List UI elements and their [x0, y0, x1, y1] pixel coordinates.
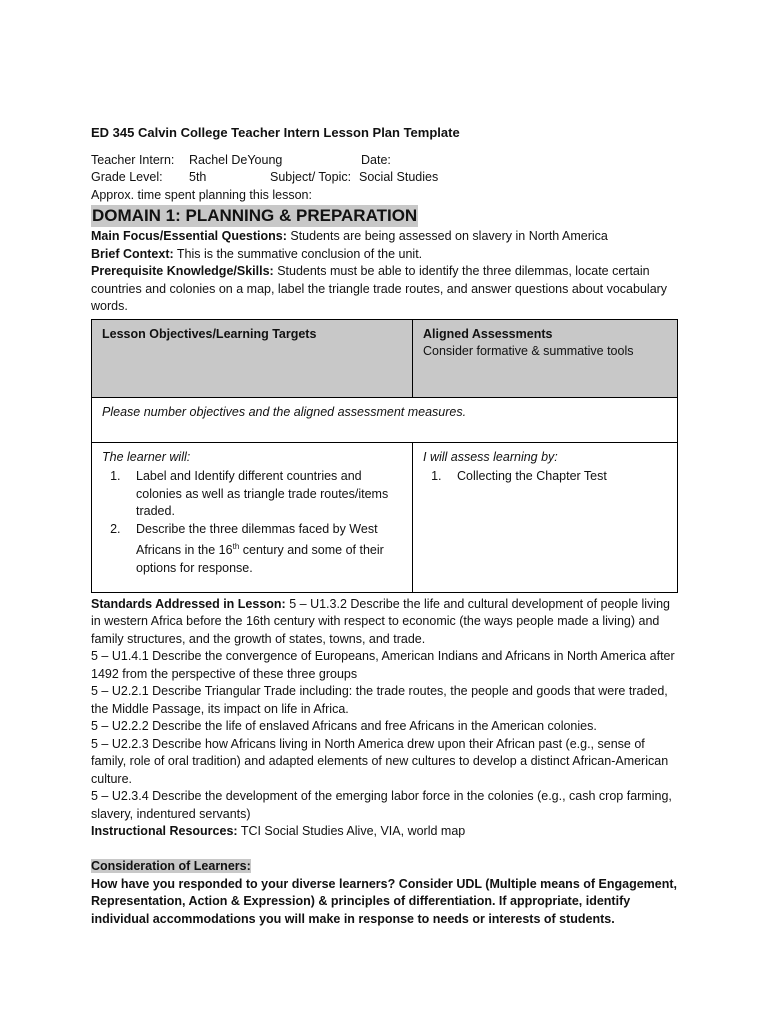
prereq-value: Students must be able to identify the three dilemmas, locate certain countries and colonies on a map, label the triangle trade routes, and answer questions about vocabulary words.: [91, 264, 668, 313]
time-label: Approx. time spent planning this lesson:: [91, 187, 312, 202]
standards-first: [91, 596, 679, 649]
standards-label: Standards Addressed in Lesson:: [91, 596, 286, 611]
standard-item: 5 – U1.4.1 Describe the convergence of Europeans, American Indians and Africans in North America after 1492 from the perspective of these three groups: [91, 649, 675, 681]
standard-item: 5 – U2.2.2 Describe the life of enslaved Africans and free Africans in the American colonies.: [91, 719, 597, 733]
objective-2-text: Describe the three dilemmas faced by West Africans in the 16: [136, 521, 378, 558]
assessment-list: [423, 468, 667, 486]
context-label: Brief Context:: [91, 246, 174, 261]
teacher-label: Teacher Intern:: [91, 152, 175, 167]
resources-line: [91, 823, 679, 841]
objectives-table: [91, 319, 678, 593]
focus-value: Students are being assessed on slavery in North America: [290, 229, 608, 243]
table-header-row: [92, 319, 678, 397]
learners-body: How have you responded to your diverse learners? Consider UDL (Multiple means of Engagement, Representation, Action & Expression) & principles of differentiation. If appropriate, identify individual accommodations you will make in response to needs or interests of students.: [91, 876, 677, 926]
learners-heading: Consideration of Learners:: [91, 859, 251, 873]
focus-label: Main Focus/Essential Questions:: [91, 229, 287, 243]
learners-heading-line: [91, 858, 679, 876]
focus-line: [91, 228, 679, 246]
instruction-text: Please number objectives and the aligned assessment measures.: [102, 404, 467, 419]
assessments-header-cell: [413, 319, 678, 397]
assessments-subheader: Consider formative & summative tools: [423, 344, 634, 358]
assessment-item: [445, 468, 667, 486]
grade-row: [91, 169, 679, 187]
standard-item: 5 – U2.2.1 Describe Triangular Trade including: the trade routes, the people and goods that were traded, the Middle Passage, its impact on life in Africa.: [91, 684, 668, 716]
subject-value: Social Studies: [359, 170, 439, 184]
assessments-header: Aligned Assessments: [423, 326, 553, 341]
objective-item: [124, 468, 402, 521]
time-row: [91, 187, 679, 205]
resources-value: TCI Social Studies Alive, VIA, world map: [240, 824, 466, 838]
objectives-header: Lesson Objectives/Learning Targets: [102, 326, 317, 341]
grade-value: 5th: [189, 170, 207, 184]
table-instruction-row: [92, 397, 678, 442]
standard-item: 5 – U2.2.3 Describe how Africans living in North America drew upon their African past (e.g., sense of family, role of oral tradition) and adapted elements of new cultures to develop a distinct African-American culture.: [91, 736, 669, 786]
assess-intro: I will assess learning by:: [423, 449, 558, 464]
objective-2-text-end: century and some of their options for response.: [136, 543, 384, 575]
grade-label: Grade Level:: [91, 170, 163, 184]
teacher-row: [91, 152, 679, 170]
prereq-line: [91, 263, 679, 316]
objective-1-text: Label and Identify different countries and colonies as well as triangle trade routes/items traded.: [136, 469, 389, 518]
lesson-plan-page: [91, 124, 679, 928]
table-body-row: [92, 442, 678, 592]
learner-intro: The learner will:: [102, 449, 191, 464]
standard-text: 5 – U1.3.2 Describe the life and cultural development of people living in western Africa before the 16th century with respect to economic (the ways people made a living) and family structures, and the growth of states, towns, and trade.: [91, 596, 671, 646]
teacher-name: Rachel DeYoung: [189, 152, 283, 167]
objective-item: [124, 521, 402, 578]
objectives-cell: [92, 442, 413, 592]
standard-item: 5 – U2.3.4 Describe the development of the emerging labor force in the colonies (e.g., cash crop farming, slavery, indentured servants): [91, 789, 672, 821]
document-title: ED 345 Calvin College Teacher Intern Lesson Plan Template: [91, 125, 460, 140]
objectives-list: [102, 468, 402, 577]
prereq-label: Prerequisite Knowledge/Skills:: [91, 264, 274, 278]
objective-2-superscript: th: [232, 542, 240, 551]
instruction-cell: [92, 397, 678, 442]
assessment-cell: [413, 442, 678, 592]
assessment-1-text: Collecting the Chapter Test: [457, 469, 607, 483]
objectives-header-cell: [92, 319, 413, 397]
date-label: Date:: [361, 152, 391, 167]
context-line: [91, 246, 679, 264]
domain-heading: DOMAIN 1: PLANNING & PREPARATION: [92, 206, 418, 225]
subject-label: Subject/ Topic:: [270, 170, 352, 184]
resources-label: Instructional Resources:: [91, 824, 238, 838]
context-value: This is the summative conclusion of the unit.: [176, 246, 423, 261]
